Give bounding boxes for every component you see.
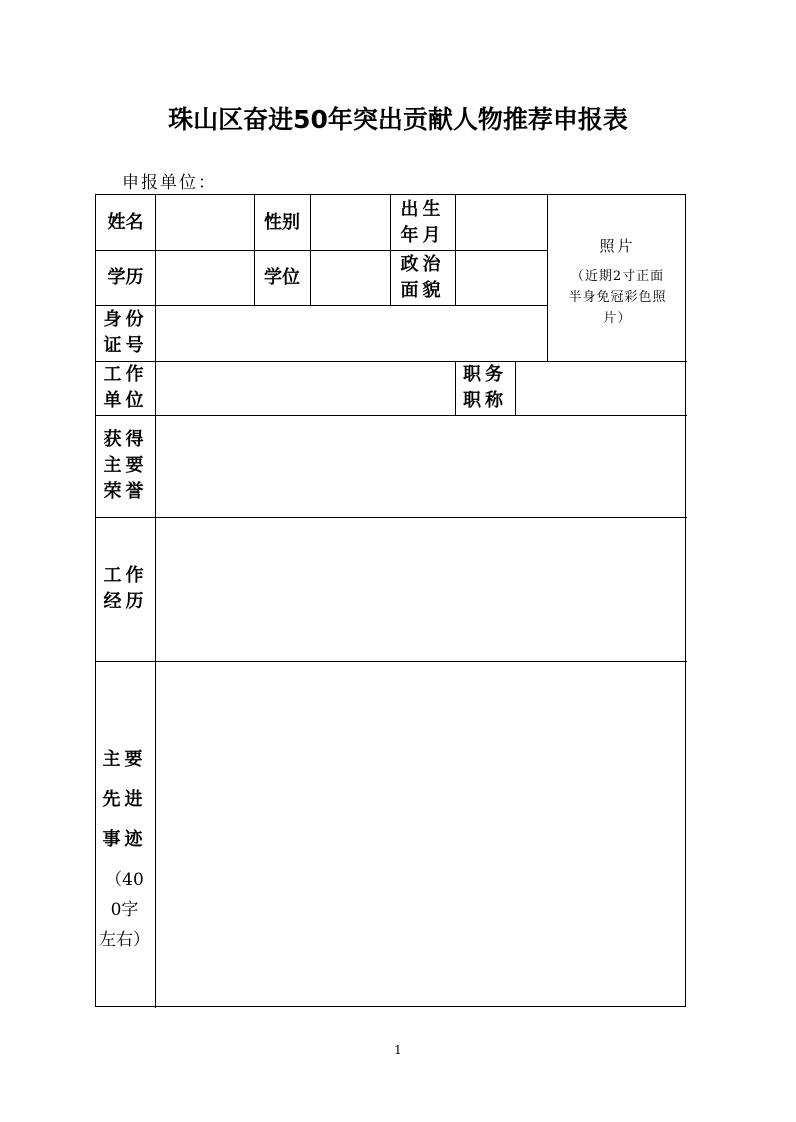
education-field[interactable]	[156, 250, 254, 305]
degree-label: 学位	[264, 266, 300, 288]
position-title-field[interactable]	[516, 361, 687, 415]
work-unit-field[interactable]	[156, 361, 455, 415]
political-status-label: 政治 面貌	[400, 253, 445, 301]
main-deeds-label: 主要 先进 事迹 （40 0字 左右）	[99, 749, 150, 950]
applicant-unit-label: 申报单位：	[122, 173, 217, 193]
honors-field[interactable]	[156, 415, 687, 517]
name-label: 姓名	[107, 211, 144, 233]
birth-date-field[interactable]	[456, 195, 547, 250]
work-unit-label: 工作 单位	[103, 364, 148, 411]
photo-note: （近期2寸正面 半身免冠彩色照 片）	[568, 269, 667, 326]
work-history-label: 工作 经历	[103, 565, 148, 612]
main-deeds-field[interactable]	[156, 661, 687, 1006]
political-status-field[interactable]	[456, 250, 547, 305]
page-number: 1	[394, 1043, 402, 1057]
name-field[interactable]	[156, 195, 254, 250]
photo-box	[548, 195, 687, 361]
position-title-label: 职务 职称	[463, 364, 507, 411]
application-form-table	[95, 194, 686, 1007]
work-history-field[interactable]	[156, 517, 687, 661]
photo-title: 照片	[599, 237, 636, 255]
degree-field[interactable]	[311, 250, 390, 305]
gender-field[interactable]	[311, 195, 390, 250]
form-title: 珠山区奋进50年突出贡献人物推荐申报表	[168, 105, 628, 134]
id-number-field[interactable]	[156, 305, 547, 361]
birth-date-label: 出生 年月	[400, 198, 445, 246]
honors-label: 获得 主要 荣誉	[103, 429, 148, 502]
education-label: 学历	[107, 266, 144, 288]
id-number-label: 身份 证号	[103, 309, 148, 356]
gender-label: 性别	[264, 211, 300, 233]
